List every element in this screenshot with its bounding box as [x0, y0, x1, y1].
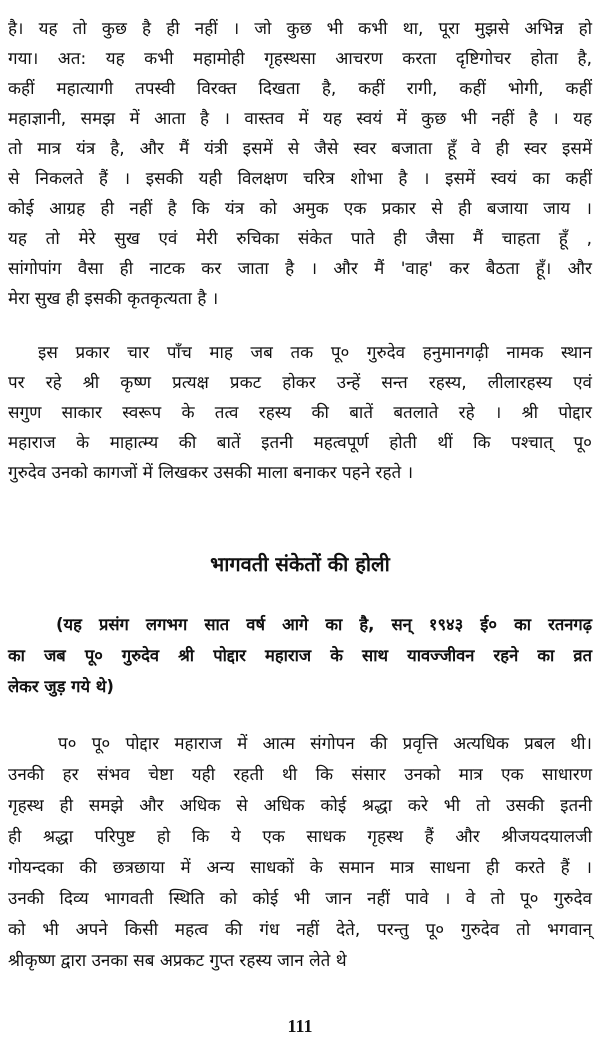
text-line: गोयन्दका की छत्रछाया में अन्य साधकों के समान मात्र साधना ही करते हैं । [8, 858, 592, 878]
section-heading: भागवती संकेतों की होली [210, 552, 390, 576]
text-line: है। यह तो कुछ है ही नहीं । जो कुछ भी कभी था, पूरा मुझसे अभिन्न हो [8, 19, 592, 39]
text-line: लेकर जुड़ गये थे) [8, 677, 114, 696]
text-line: कोई आग्रह ही नहीं है कि यंत्र को अमुक एक प्रकार से ही बजाया जाय । [8, 199, 592, 219]
text-line: उनकी हर संभव चेष्टा यही रहती थी कि संसार उनको मात्र एक साधारण [8, 765, 592, 785]
text-line: को भी अपने किसी महत्व की गंध नहीं देते, परन्तु पू० गुरुदेव तो भगवान् [8, 920, 592, 940]
paragraph-2 [8, 338, 592, 488]
page-number: 111 [287, 1016, 313, 1036]
paragraph-3 [8, 729, 592, 977]
context-note [8, 609, 592, 702]
text-line: ही श्रद्धा परिपुष्ट हो कि ये एक साधक गृहस्थ हैं और श्रीजयदयालजी [8, 827, 592, 847]
text-line: श्रीकृष्ण द्वारा उनका सब अप्रकट गुप्त रहस्य जान लेते थे [8, 951, 347, 971]
text-line: गया। अत: यह कभी महामोही गृहस्थसा आचरण करता दृष्टिगोचर होता है, [8, 49, 592, 69]
paragraph-1 [8, 14, 592, 314]
text-line: कहीं महात्यागी तपस्वी विरक्त दिखता है, कहीं रागी, कहीं भोगी, कहीं [8, 79, 592, 99]
text-line: तो मात्र यंत्र है, और मैं यंत्री इसमें से जैसे स्वर बजाता हूँ वे ही स्वर इसमें [8, 139, 592, 159]
text-line: का जब पू० गुरुदेव श्री पोद्दार महाराज के साथ यावज्जीवन रहने का व्रत [8, 646, 592, 665]
text-line: यह तो मेरे सुख एवं मेरी रुचिका संकेत पाते ही जैसा मैं चाहता हूँ , [8, 229, 592, 249]
text-line: सांगोपांग वैसा ही नाटक कर जाता है । और मैं 'वाह' कर बैठता हूँ। और [8, 259, 592, 279]
text-line: से निकलते हैं । इसकी यही विलक्षण चरित्र शोभा है । इसमें स्वयं का कहीं [8, 169, 592, 189]
text-line: महाराज के माहात्म्य की बातें इतनी महत्वपूर्ण होती थीं कि पश्चात् पू० [8, 433, 592, 453]
text-line: इस प्रकार चार पाँच माह जब तक पू० गुरुदेव हनुमानगढ़ी नामक स्थान [38, 343, 592, 363]
text-line: सगुण साकार स्वरूप के तत्व रहस्य की बातें बतलाते रहे । श्री पोद्दार [8, 403, 592, 423]
text-line: उनकी दिव्य भागवती स्थिति को कोई भी जान नहीं पावे । वे तो पू० गुरुदेव [8, 889, 592, 909]
text-line: गृहस्थ ही समझे और अधिक से अधिक कोई श्रद्धा करे भी तो उसकी इतनी [8, 796, 592, 816]
text-line: गुरुदेव उनको कागजों में लिखकर उसकी माला बनाकर पहने रहते । [8, 463, 414, 483]
text-line: महाज्ञानी, समझ में आता है । वास्तव में यह स्वयं में कुछ भी नहीं है । यह [8, 109, 592, 129]
text-line: (यह प्रसंग लगभग सात वर्ष आगे का है, सन् १९४३ ई० का रतनगढ़ [56, 615, 592, 634]
text-line: प० पू० पोद्दार महाराज में आत्म संगोपन की प्रवृत्ति अत्यधिक प्रबल थी। [58, 734, 592, 754]
text-line: मेरा सुख ही इसकी कृतकृत्यता है । [8, 289, 219, 309]
text-line: पर रहे श्री कृष्ण प्रत्यक्ष प्रकट होकर उन्हें सन्त रहस्य, लीलारहस्य एवं [8, 373, 592, 393]
